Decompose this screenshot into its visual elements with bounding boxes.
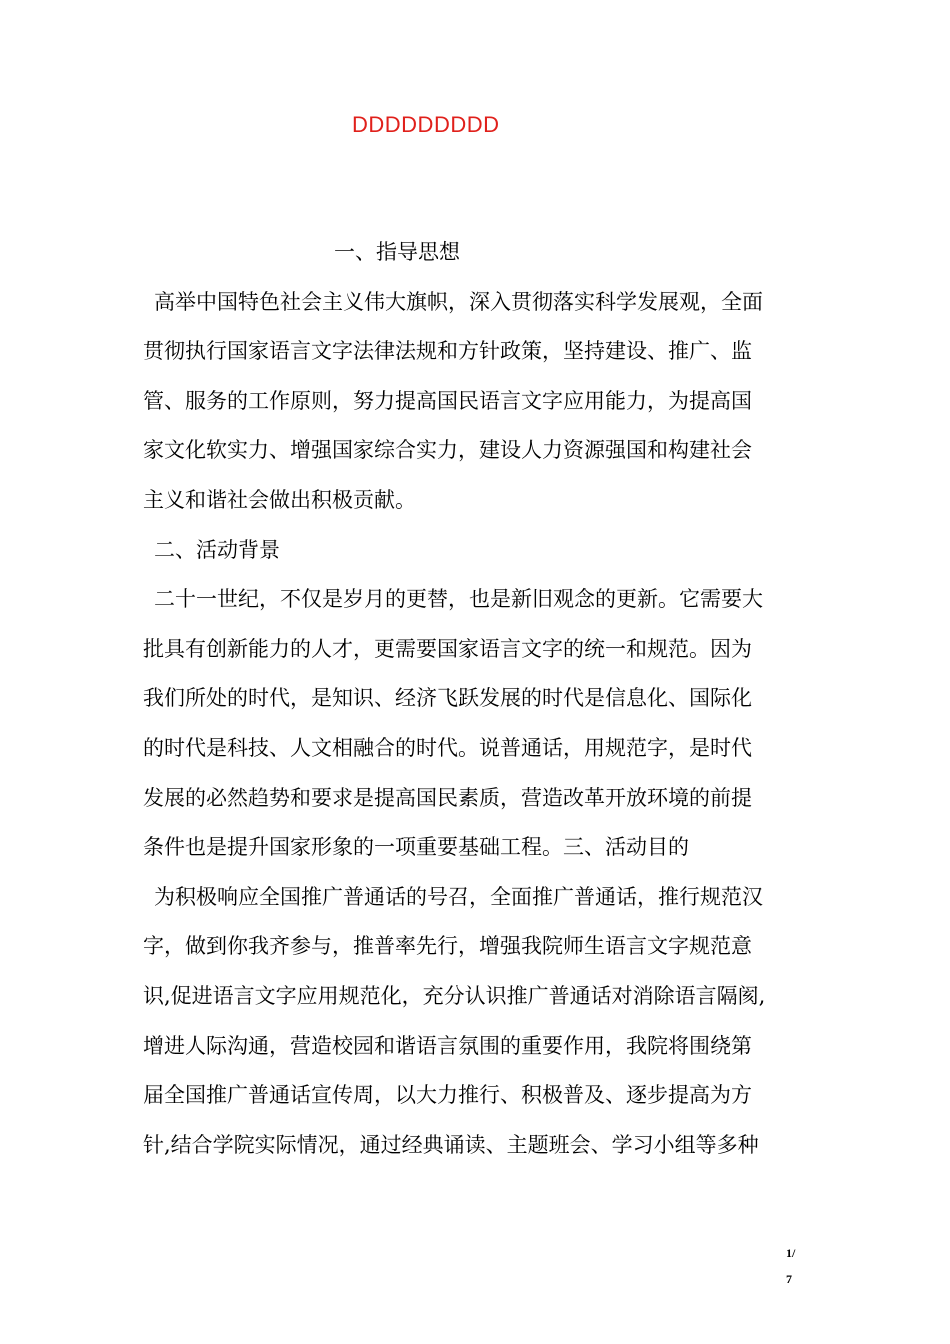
paragraph-line: 二十一世纪，不仅是岁月的更替，也是新旧观念的更新。它需要大 <box>154 587 763 612</box>
paragraph-line: 管、服务的工作原则，努力提高国民语言文字应用能力，为提高国 <box>143 388 752 413</box>
paragraph-line: 我们所处的时代，是知识、经济飞跃发展的时代是信息化、国际化 <box>143 686 752 711</box>
section-heading-guiding-ideology: 一、指导思想 <box>334 240 460 264</box>
paragraph-line: 主义和谐社会做出积极贡献。 <box>143 487 416 512</box>
paragraph-line: 届全国推广普通话宣传周，以大力推行、积极普及、逐步提高为方 <box>143 1083 752 1108</box>
document-body <box>143 228 813 1170</box>
page-number-current: 1/ <box>786 1246 796 1260</box>
document-title: DDDDDDDDD <box>352 112 500 137</box>
paragraph-line: 针,结合学院实际情况，通过经典诵读、主题班会、学习小组等多种 <box>143 1132 759 1157</box>
section-heading-background: 二、活动背景 <box>154 537 280 562</box>
page-number <box>786 1240 806 1292</box>
paragraph-line: 为积极响应全国推广普通话的号召，全面推广普通话，推行规范汉 <box>154 884 763 909</box>
paragraph-line: 增进人际沟通，营造校园和谐语言氛围的重要作用，我院将围绕第 <box>143 1033 752 1058</box>
paragraph-line: 条件也是提升国家形象的一项重要基础工程。三、活动目的 <box>143 835 689 860</box>
paragraph-line: 高举中国特色社会主义伟大旗帜，深入贯彻落实科学发展观，全面 <box>154 289 763 314</box>
paragraph-line: 识,促进语言文字应用规范化，充分认识推广普通话对消除语言隔阂, <box>143 983 766 1008</box>
page-number-total: 7 <box>786 1272 792 1286</box>
paragraph-line: 的时代是科技、人文相融合的时代。说普通话，用规范字，是时代 <box>143 735 752 760</box>
paragraph-line: 批具有创新能力的人才，更需要国家语言文字的统一和规范。因为 <box>143 636 752 661</box>
paragraph-line: 家文化软实力、增强国家综合实力，建设人力资源强国和构建社会 <box>143 438 752 463</box>
paragraph-line: 发展的必然趋势和要求是提高国民素质，营造改革开放环境的前提 <box>143 785 752 810</box>
paragraph-line: 字，做到你我齐参与，推普率先行，增强我院师生语言文字规范意 <box>143 934 752 959</box>
paragraph-line: 贯彻执行国家语言文字法律法规和方针政策，坚持建设、推广、监 <box>143 339 752 364</box>
